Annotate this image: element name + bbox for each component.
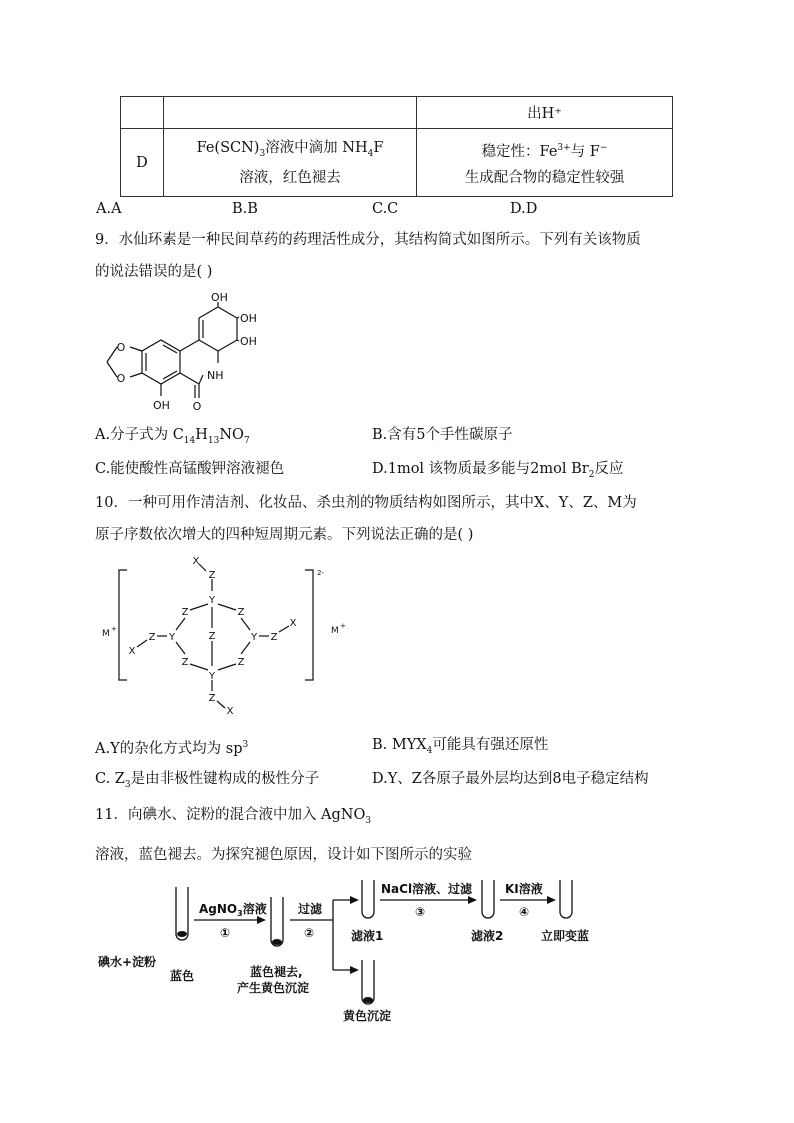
question-9-stem: 9．水仙环素是一种民间草药的药理活性成分，其结构简式如图所示。下列有关该物质 的说法错误的是( ) — [95, 232, 641, 280]
question-11-stem: 11．向碘水、淀粉的混合液中加入 AgNO$_3$ 溶液，蓝色褪去。为探究褪色原因，设计如下图所示的实验 — [95, 807, 472, 863]
filtrate-1-label: 滤液1 — [351, 929, 384, 943]
tube-2-label-line-1: 蓝色褪去, — [250, 965, 303, 979]
atom-z-label: Z — [208, 693, 216, 704]
q8-option-d: D.D — [510, 201, 538, 217]
q9-option-b: B.含有5个手性碳原子 — [372, 427, 513, 443]
precipitate-label: 黄色沉淀 — [343, 1009, 392, 1023]
hydroxyl-label: OH — [240, 335, 257, 348]
atom-x-label: X — [226, 706, 234, 717]
atom-z-label: Z — [270, 632, 278, 643]
atom-z-label: Z — [237, 607, 245, 618]
q10-option-c: C. $Z_3$是由非极性键构成的极性分子 — [95, 771, 320, 790]
atom-y-label: Y — [250, 632, 258, 643]
cation-m-label: M — [331, 626, 339, 636]
cation-charge: + — [111, 625, 117, 633]
q9-option-c: C.能使酸性高锰酸钾溶液褪色 — [95, 461, 285, 477]
q10-option-a: A.Y的杂化方式均为 $sp^3$ — [95, 740, 249, 757]
atom-z-label: Z — [208, 631, 216, 642]
step-4-marker: ④ — [519, 905, 530, 919]
row-label: D — [121, 129, 164, 197]
atom-y-label: Y — [168, 632, 176, 643]
reagent-1-label: AgNO$_3$溶液 — [199, 902, 267, 918]
hydroxyl-label: OH — [211, 291, 228, 304]
table-cell: 稳定性：$Fe^{3+}$与 F− 生成配合物的稳定性较强 — [417, 129, 673, 197]
anion-structure — [95, 552, 365, 722]
narciclasine-structure — [95, 288, 265, 416]
reagent-3-label: NaCl溶液、过滤 — [381, 882, 473, 896]
q8-option-a: A.A — [96, 201, 122, 217]
carbonyl-oxygen-label: O — [192, 400, 202, 413]
table-row — [121, 97, 673, 129]
atom-z-label: Z — [237, 657, 245, 668]
experiment-table-fragment — [120, 96, 673, 197]
atom-x-label: X — [128, 646, 136, 657]
step-2-marker: ② — [304, 926, 315, 940]
q9-option-a: A.分子式为 $C_{14}H_{13}NO_7$ — [95, 427, 250, 446]
hydroxyl-label: OH — [240, 312, 257, 325]
atom-y-label: Y — [208, 671, 216, 682]
table-cell: 出H⁺ — [417, 97, 673, 129]
tube-2-label-line-2: 产生黄色沉淀 — [237, 981, 310, 995]
amide-nh-label: NH — [207, 369, 224, 382]
atom-x-label: X — [192, 556, 200, 567]
cation-charge: + — [340, 622, 346, 630]
anion-charge: 2- — [317, 569, 324, 577]
q8-option-c: C.C — [372, 201, 399, 217]
atom-z-label: Z — [208, 570, 216, 581]
experiment-flow-diagram — [95, 872, 595, 1028]
result-label: 立即变蓝 — [541, 929, 590, 943]
filtrate-2-label: 滤液2 — [471, 929, 504, 943]
question-10-stem: 10．一种可用作清洁剂、化妆品、杀虫剂的物质结构如图所示，其中X、Y、Z、M为 原子序数依次增大的四种短周期元素。下列说法正确的是( ) — [95, 495, 637, 543]
atom-x-label: X — [289, 618, 297, 629]
atom-z-label: Z — [148, 632, 156, 643]
atom-y-label: Y — [208, 595, 216, 606]
atom-z-label: Z — [181, 607, 189, 618]
table-cell: $Fe(SCN)_3$溶液中滴加 $NH_4F$ 溶液，红色褪去 — [164, 129, 417, 197]
reagent-2-label: 过滤 — [298, 902, 323, 916]
q9-option-d: D.1mol 该物质最多能与2mol $Br_2$反应 — [372, 461, 624, 480]
reagent-4-label: KI溶液 — [505, 882, 543, 896]
step-1-marker: ① — [220, 926, 231, 940]
step-3-marker: ③ — [415, 905, 426, 919]
q8-option-b: B.B — [232, 201, 258, 217]
q10-option-b: B. $MYX_4$可能具有强还原性 — [372, 737, 549, 756]
ring-oxygen-label: O — [116, 372, 126, 385]
q10-option-d: D.Y、Z各原子最外层均达到8电子稳定结构 — [372, 771, 649, 787]
flow-start-label: 碘水+淀粉 — [98, 955, 157, 969]
table-row — [121, 129, 673, 197]
tube-1-label: 蓝色 — [170, 969, 195, 983]
hydroxyl-label: OH — [153, 399, 170, 412]
atom-z-label: Z — [181, 657, 189, 668]
cation-m-label: M — [102, 629, 110, 639]
ring-oxygen-label: O — [116, 341, 126, 354]
